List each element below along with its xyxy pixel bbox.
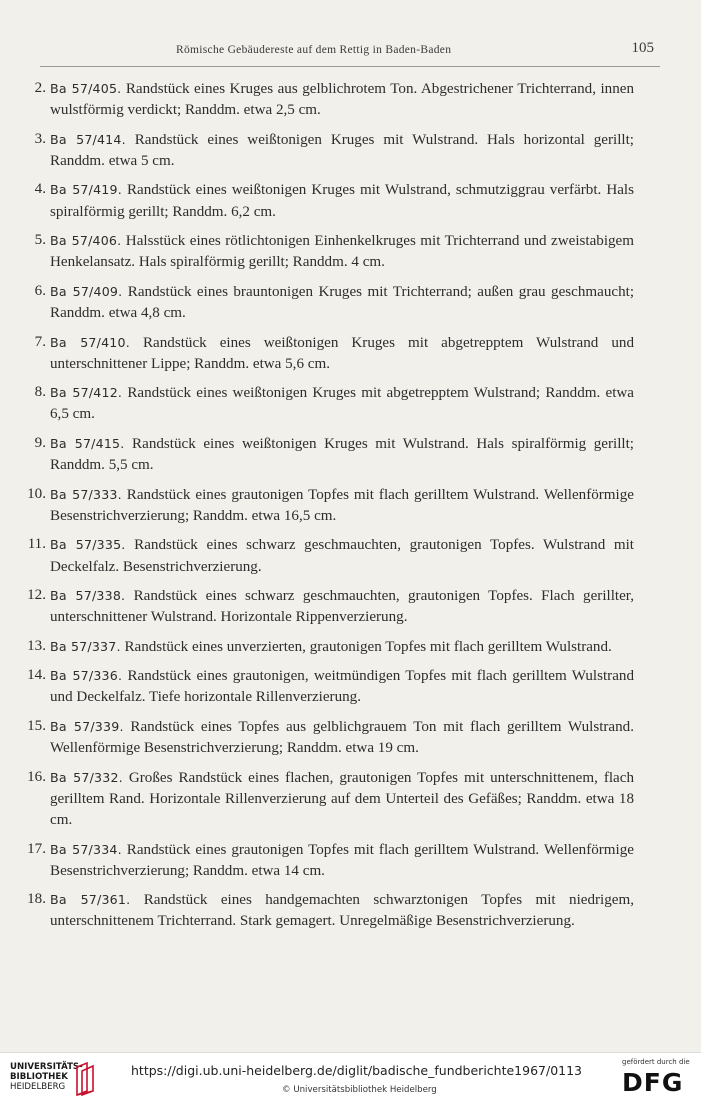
entry-number: 16. — [27, 768, 46, 785]
page-number: 105 — [631, 40, 654, 56]
running-head — [40, 40, 660, 67]
library-logo-icon[interactable] — [73, 1061, 97, 1097]
entry-number: 18. — [27, 891, 46, 908]
catalog-entry — [22, 716, 634, 759]
funding-note: gefördert durch die — [622, 1058, 690, 1066]
entry-number: 17. — [27, 840, 46, 857]
entry-number: 7. — [34, 333, 46, 350]
entry-number: 12. — [27, 587, 46, 604]
entry-inventory-ref: Ba 57/412. — [50, 385, 123, 401]
entry-number: 3. — [34, 130, 46, 147]
entry-inventory-ref: Ba 57/415. — [50, 435, 125, 451]
entry-description: Randstück eines handgemachten schwarztonigen Topfes mit niedrigem, unterschnittenem Trichterrand. Stark gemagert. Unregelmäßige Besenstrichverzierung. — [50, 892, 635, 930]
entry-number: 8. — [34, 384, 46, 401]
catalog-entry — [22, 179, 634, 222]
catalog-entry — [22, 484, 634, 527]
library-line-2: BIBLIOTHEK — [10, 1072, 68, 1082]
entry-description: Halsstück eines rötlichtonigen Einhenkelkruges mit Trichterrand und zweistabigem Henkelansatz. Hals spiralförmig gerillt; Randdm. 4 cm. — [50, 233, 635, 271]
catalog-entry — [22, 665, 634, 708]
catalog-entry — [22, 585, 634, 628]
catalog-entries — [22, 78, 634, 940]
entry-description: Randstück eines grautonigen Topfes mit flach gerilltem Wulstrand. Wellenförmige Besenstrichverzierung; Randdm. etwa 14 cm. — [50, 841, 634, 879]
entry-description: Randstück eines unverzierten, grautonigen Topfes mit flach gerilltem Wulstrand. — [120, 638, 612, 655]
entry-number: 5. — [34, 232, 46, 249]
entry-inventory-ref: Ba 57/336. — [50, 668, 123, 684]
entry-description: Randstück eines Topfes aus gelblichgrauem Ton mit flach gerilltem Wulstrand. Wellenförmige Besenstrichverzierung; Randdm. etwa 19 cm. — [50, 718, 635, 757]
running-title: Römische Gebäudereste auf dem Rettig in Baden-Baden — [176, 44, 452, 56]
entry-inventory-ref: Ba 57/419. — [50, 182, 122, 198]
catalog-entry — [22, 281, 634, 324]
catalog-entry — [22, 78, 634, 121]
entry-number: 6. — [34, 282, 46, 299]
entry-inventory-ref: Ba 57/332. — [50, 769, 123, 785]
entry-number: 9. — [34, 434, 46, 451]
entry-number: 13. — [27, 637, 46, 654]
entry-number: 11. — [27, 536, 46, 553]
entry-description: Randstück eines weißtonigen Kruges mit abgetrepptem Wulstrand und unterschnittener Lippe; Randdm. etwa 5,6 cm. — [50, 334, 634, 372]
entry-number: 15. — [27, 717, 46, 734]
library-line-1: UNIVERSITÄTS- — [10, 1062, 83, 1072]
catalog-entry — [22, 534, 634, 577]
entry-description: Randstück eines Kruges aus gelblichrotem Ton. Abgestrichener Trichterrand, innen wulstförmig verdickt; Randdm. etwa 2,5 cm. — [50, 81, 634, 119]
entry-description: Randstück eines schwarz geschmauchten, grautonigen Topfes. Wulstrand mit Deckelfalz. Besenstrichverzierung. — [50, 537, 634, 575]
catalog-entry — [22, 839, 634, 882]
copyright-notice: © Universitätsbibliothek Heidelberg — [282, 1085, 437, 1095]
catalog-entry — [22, 129, 634, 172]
entry-inventory-ref: Ba 57/414. — [50, 131, 126, 147]
catalog-entry — [22, 332, 634, 375]
entry-description: Großes Randstück eines flachen, grautonigen Topfes mit unterschnittenem, flach gerilltem Rand. Horizontale Rillenverzierung auf dem Unterteil des Gefäßes; Randdm. etwa 18 cm. — [50, 769, 634, 829]
entry-description: Randstück eines grautonigen, weitmündigen Topfes mit flach gerilltem Wulstrand und Deckelfalz. Tiefe horizontale Rillenverzierung. — [50, 668, 635, 706]
catalog-entry — [22, 767, 634, 832]
library-name — [10, 1062, 83, 1092]
catalog-entry — [22, 433, 634, 476]
entry-description: Randstück eines weißtonigen Kruges mit abgetrepptem Wulstrand; Randdm. etwa 6,5 cm. — [50, 385, 634, 423]
entry-number: 14. — [27, 667, 46, 684]
catalog-entry — [22, 889, 634, 932]
entry-description: Randstück eines weißtonigen Kruges mit Wulstrand, schmutziggrau verfärbt. Hals spiralförmig gerillt; Randdm. 6,2 cm. — [50, 182, 634, 220]
catalog-entry — [22, 636, 634, 658]
entry-inventory-ref: Ba 57/335. — [50, 537, 126, 553]
entry-number: 10. — [27, 485, 46, 502]
catalog-entry — [22, 230, 634, 273]
entry-inventory-ref: Ba 57/410. — [50, 334, 130, 350]
entry-inventory-ref: Ba 57/338. — [50, 588, 126, 604]
entry-inventory-ref: Ba 57/406. — [50, 233, 122, 249]
catalog-entry — [22, 382, 634, 425]
entry-inventory-ref: Ba 57/337. — [50, 638, 121, 654]
entry-description: Randstück eines brauntonigen Kruges mit Trichterrand; außen grau geschmaucht; Randdm. etwa 4,8 cm. — [50, 283, 635, 322]
entry-description: Randstück eines weißtonigen Kruges mit Wulstrand. Hals spiralförmig gerillt; Randdm. 5,5 cm. — [50, 435, 635, 474]
entry-inventory-ref: Ba 57/334. — [50, 841, 122, 857]
entry-description: Randstück eines schwarz geschmauchten, grautonigen Topfes. Flach gerillter, unterschnittener Wulstrand. Horizontale Rippenverzierung. — [50, 588, 634, 626]
library-line-3: HEIDELBERG — [10, 1082, 66, 1092]
entry-description: Randstück eines grautonigen Topfes mit flach gerilltem Wulstrand. Wellenförmige Besenstrichverzierung; Randdm. etwa 16,5 cm. — [50, 486, 634, 524]
entry-number: 2. — [34, 80, 46, 96]
entry-inventory-ref: Ba 57/405. — [50, 81, 122, 96]
entry-inventory-ref: Ba 57/361. — [50, 892, 131, 908]
entry-inventory-ref: Ba 57/409. — [50, 283, 123, 299]
dfg-logo[interactable]: DFG — [622, 1068, 684, 1097]
entry-description: Randstück eines weißtonigen Kruges mit Wulstrand. Hals horizontal gerillt; Randdm. etwa 5 cm. — [50, 131, 634, 169]
document-url-link[interactable]: https://digi.ub.uni-heidelberg.de/diglit/badische_fundberichte1967/0113 — [131, 1063, 583, 1078]
viewer-footer — [0, 1052, 701, 1104]
entry-inventory-ref: Ba 57/333. — [50, 486, 122, 502]
entry-inventory-ref: Ba 57/339. — [50, 718, 124, 734]
entry-number: 4. — [34, 181, 46, 198]
